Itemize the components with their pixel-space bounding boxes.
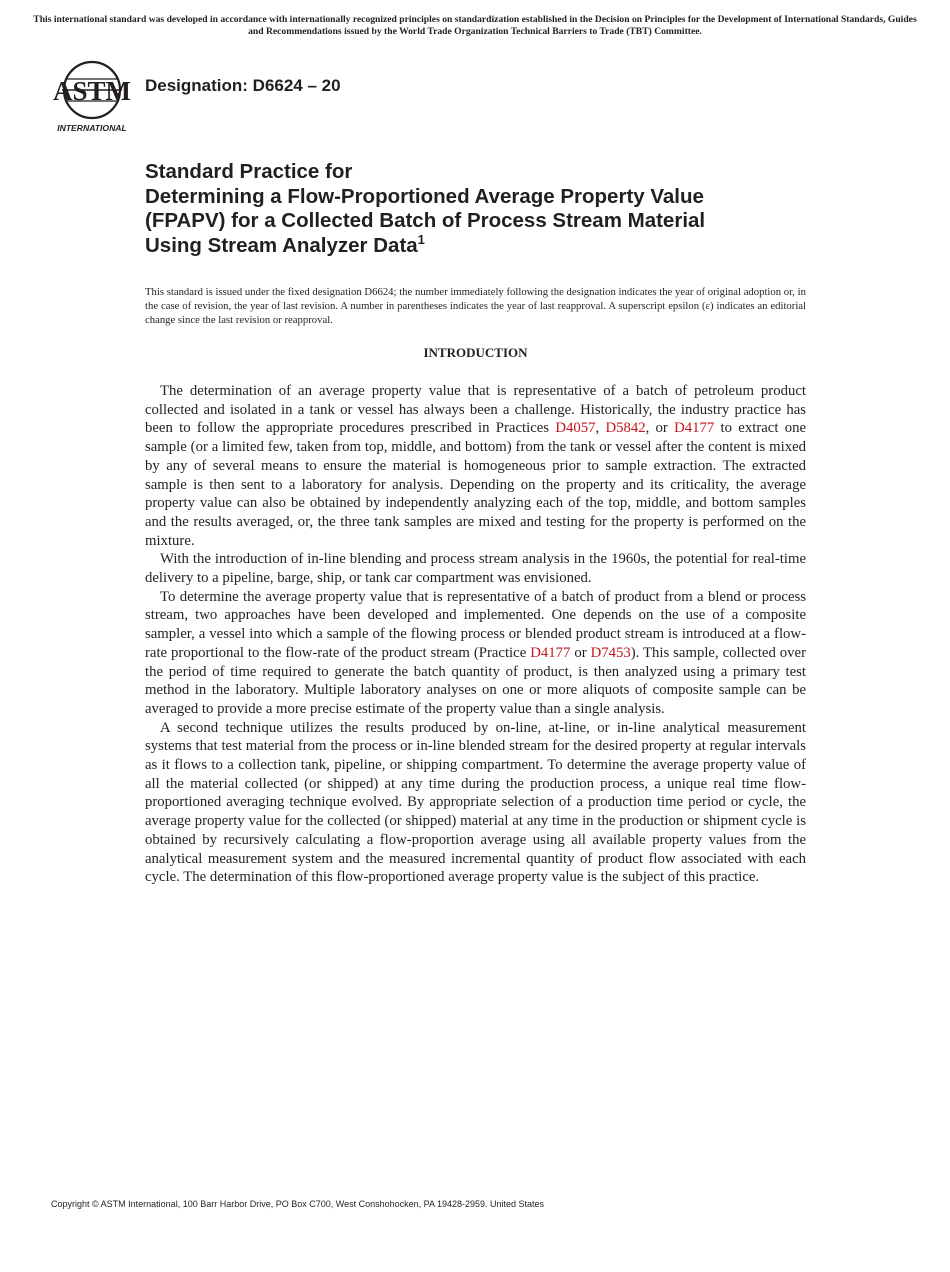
ref-link-d4177[interactable]: D4177 [530,644,571,661]
astm-logo-icon [52,58,136,134]
title-footnote-mark[interactable]: 1 [417,231,425,247]
introduction-body [145,382,806,887]
ref-link-d4057[interactable]: D4057 [555,420,596,437]
intro-paragraph-4: A second technique utilizes the results produced by on-line, at-line, or in-line analytical measurement systems that test material from the process or in-line blended stream for the desired property at regular intervals as it flows to a collection tank, pipeline, or shipping compartment. To determine the average property value of all the material collected (or shipped) at any time during the production process, a unique real time flow-proportioned averaging technique evolved. By appropriate selection of a production time period or cycle, the average property value for the collected (or shipped) material at any time in the production or shipment cycle is obtained by recursively calculating a flow-proportion average using all available property values from the analytical measurement system and the measured incremental quantity of product flow associated with each cycle. The determination of this flow-proportioned average property value is the subject of this practice. [145,719,806,886]
introduction-heading: INTRODUCTION [423,345,528,360]
title-line-3: (FPAPV) for a Collected Batch of Process Stream Material [145,209,706,232]
ref-link-d7453[interactable]: D7453 [590,644,631,661]
title-line-1: Standard Practice for [145,160,353,183]
copyright-footer: Copyright © ASTM International, 100 Barr Harbor Drive, PO Box C700, West Conshohocken, PA 19428-2959. United States [51,1199,545,1209]
wto-notice: This international standard was developed in accordance with internationally recognized principles on standardization established in the Decision on Principles for the Development of International Standards, Guides and Recommendations issued by the World Trade Organization Technical Barriers to Trade (TBT) Committee. [33,14,917,37]
ref-link-d4177[interactable]: D4177 [674,420,715,437]
designation: Designation: D6624 – 20 [145,76,341,95]
intro-paragraph-3: To determine the average property value that is representative of a batch of product from a blend or process stream, two approaches have been developed and implemented. One depends on the use of a composite sampler, a vessel into which a sample of the flowing process or blended product stream is introduced at a flow-rate proportional to the flow-rate of the product stream (Practice D4177 or D7453). This sample, collected over the period of time required to generate the batch quantity of product, is then analyzed using a primary test method in the laboratory. Multiple laboratory analyses on one or more aliquots of composite sample can be averaged to provide a more precise estimate of the property value than a single analysis. [145,588,806,717]
svg-text:INTERNATIONAL: INTERNATIONAL [57,123,127,133]
title-line-4: Using Stream Analyzer Data$^1$ [145,231,425,257]
svg-text:ASTM: ASTM [52,76,132,106]
intro-paragraph-1: The determination of an average property value that is representative of a batch of petroleum product collected and isolated in a tank or vessel has always been a challenge. Historically, the industry practice has been to follow the appropriate procedures prescribed in Practices D4057, D5842, or D4177 to extract one sample (or a limited few, taken from top, middle, and bottom) from the tank or vessel after the content is mixed by any of several means to ensure the material is homogeneous prior to sample extraction. The extracted sample is then sent to a laboratory for analysis. Depending on the property and its criticality, the average property value can also be obtained by independently analyzing each of the top, middle, and bottom samples and the results averaged, or, the three tank samples are mixed and testing for the property is performed on the mixture. [145,383,806,549]
intro-paragraph-2: With the introduction of in-line blending and process stream analysis in the 1960s, the potential for real-time delivery to a pipeline, barge, ship, or tank car compartment was envisioned. [145,551,806,587]
standard-title [145,160,845,258]
title-line-2: Determining a Flow-Proportioned Average Property Value [145,184,704,208]
ref-link-d5842[interactable]: D5842 [605,420,646,437]
issued-note: This standard is issued under the fixed designation D6624; the number immediately following the designation indicates the year of original adoption or, in the case of revision, the year of last revision. A number in parentheses indicates the year of last reapproval. A superscript epsilon (ε) indicates an editorial change since the last revision or reapproval. [145,286,806,326]
